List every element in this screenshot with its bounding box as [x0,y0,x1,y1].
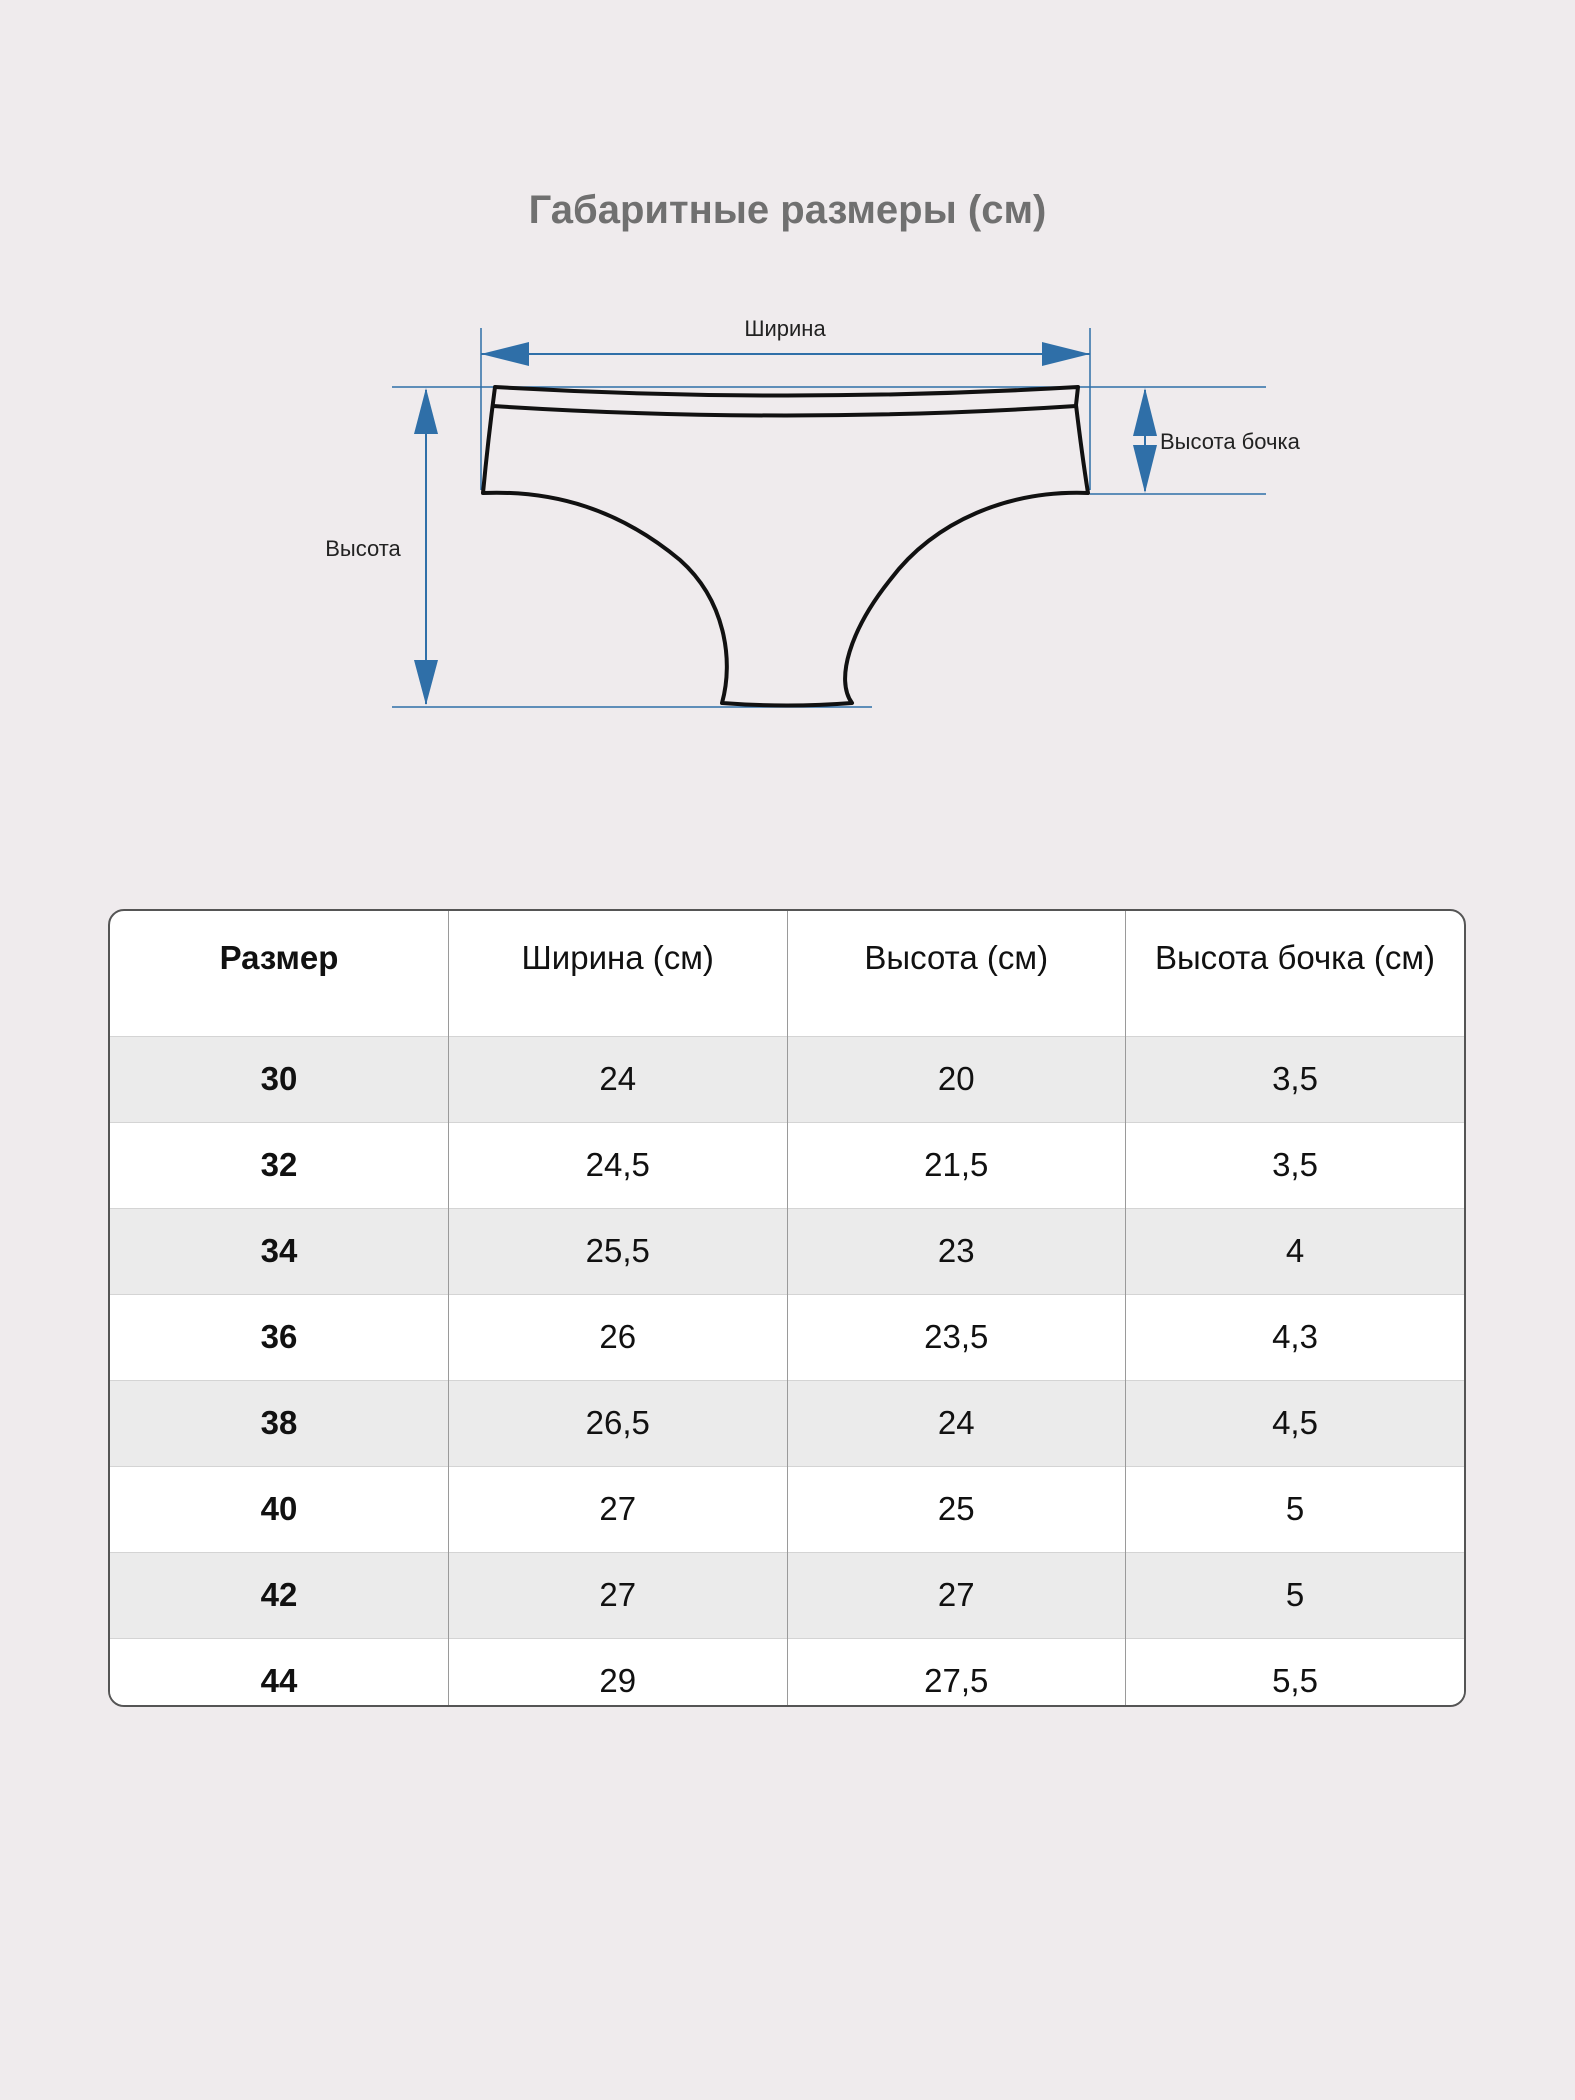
side-height-cell: 5 [1126,1552,1465,1638]
size-cell: 44 [110,1638,449,1707]
header-width: Ширина (см) [449,911,788,1036]
header-side-height: Высота бочка (см) [1126,911,1465,1036]
table-row [110,1380,1464,1466]
side-height-cell: 4,3 [1126,1294,1465,1380]
width-cell: 24,5 [449,1122,788,1208]
briefs-measurement-diagram [0,0,1575,760]
side-height-cell: 4 [1126,1208,1465,1294]
table-row [110,1552,1464,1638]
width-cell: 29 [449,1638,788,1707]
side-height-arrow-down-icon [1133,445,1157,493]
briefs-outline-icon [483,387,1088,706]
size-table [108,909,1466,1707]
side-height-cell: 4,5 [1126,1380,1465,1466]
height-arrow-down-icon [414,660,438,705]
width-label: Ширина [744,316,826,341]
size-cell: 32 [110,1122,449,1208]
size-cell: 34 [110,1208,449,1294]
width-cell: 26 [449,1294,788,1380]
table-row [110,1638,1464,1707]
width-arrow-right-icon [1042,342,1090,366]
size-cell: 42 [110,1552,449,1638]
height-cell: 27,5 [787,1638,1126,1707]
width-cell: 25,5 [449,1208,788,1294]
header-size: Размер [219,939,339,976]
table-row [110,1036,1464,1122]
header-height: Высота (см) [787,911,1126,1036]
height-cell: 23 [787,1208,1126,1294]
table-row [110,1122,1464,1208]
table-row [110,1208,1464,1294]
table-row [110,1466,1464,1552]
table-row [110,1294,1464,1380]
waistband-line-icon [493,406,1076,416]
side-height-cell: 3,5 [1126,1122,1465,1208]
height-arrow-up-icon [414,388,438,434]
side-height-cell: 5,5 [1126,1638,1465,1707]
height-cell: 20 [787,1036,1126,1122]
height-cell: 21,5 [787,1122,1126,1208]
height-cell: 25 [787,1466,1126,1552]
width-arrow-left-icon [481,342,529,366]
page-title: Габаритные размеры (см) [528,188,1047,232]
table-header-row [110,911,1464,1036]
width-cell: 27 [449,1466,788,1552]
side-height-label: Высота бочка [1160,429,1300,454]
size-cell: 36 [110,1294,449,1380]
side-height-cell: 3,5 [1126,1036,1465,1122]
width-cell: 24 [449,1036,788,1122]
width-cell: 27 [449,1552,788,1638]
side-height-cell: 5 [1126,1466,1465,1552]
height-cell: 27 [787,1552,1126,1638]
width-cell: 26,5 [449,1380,788,1466]
size-cell: 30 [110,1036,449,1122]
size-cell: 40 [110,1466,449,1552]
height-label: Высота [325,536,401,561]
height-cell: 24 [787,1380,1126,1466]
height-cell: 23,5 [787,1294,1126,1380]
side-height-arrow-up-icon [1133,388,1157,436]
size-cell: 38 [110,1380,449,1466]
